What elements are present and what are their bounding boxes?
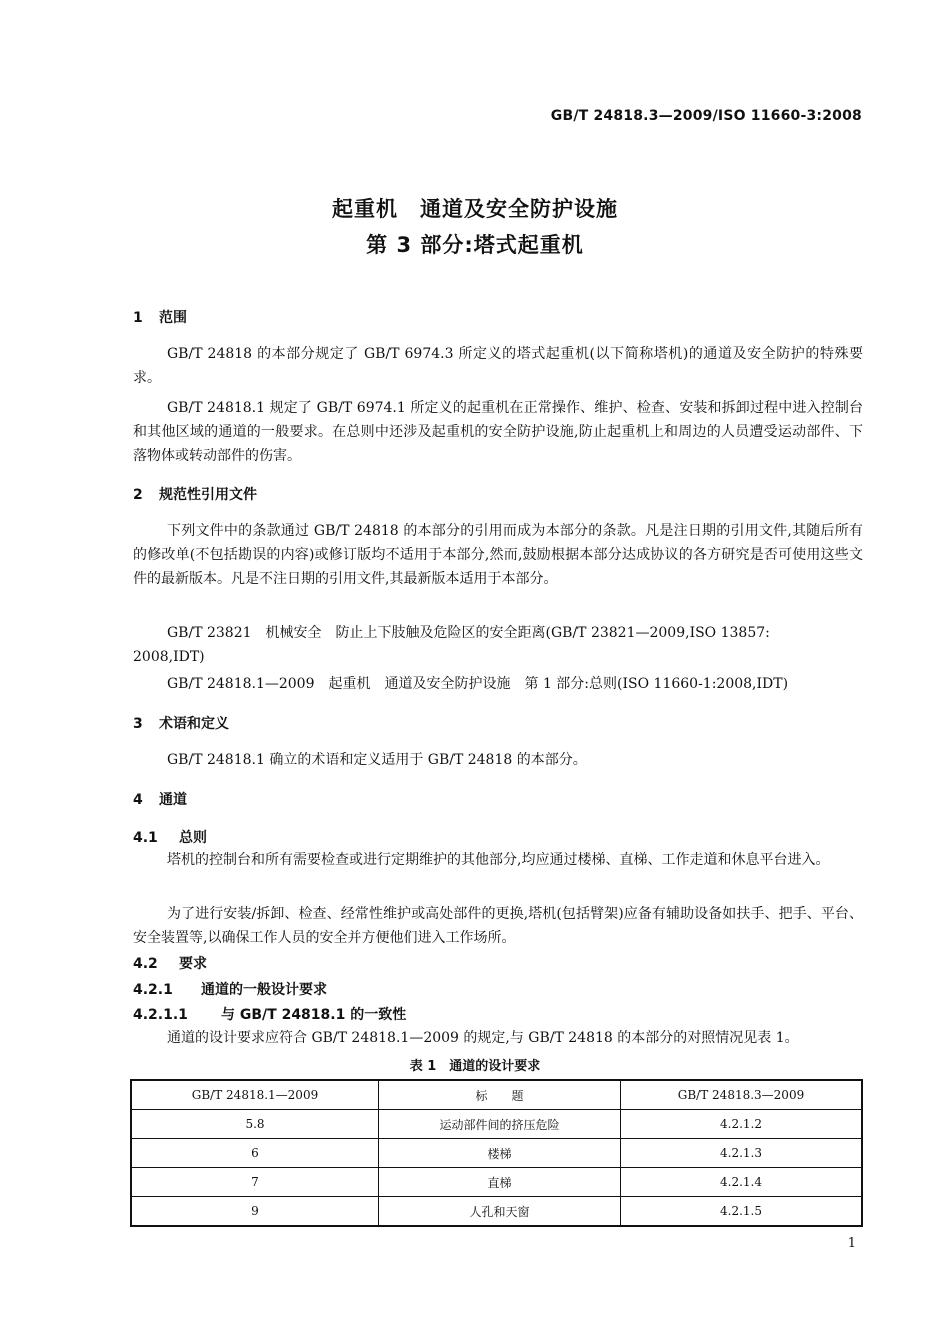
table-cell: 9 [131, 1197, 379, 1227]
section-4-1-heading [133, 827, 207, 847]
table-cell: 4.2.1.4 [621, 1168, 863, 1197]
section-1-heading [133, 307, 187, 327]
section-title: 规范性引用文件 [159, 487, 257, 503]
table-row [131, 1197, 862, 1227]
section-number: 4.1 [133, 830, 158, 846]
section-4-2-1-heading [133, 979, 327, 999]
table-cell: 4.2.1.2 [621, 1110, 863, 1139]
section-title: 术语和定义 [159, 716, 229, 732]
section-4-1-paragraph-2: 为了进行安装/拆卸、检查、经常性维护或高处部件的更换,塔机(包括臂架)应备有辅助设备如扶手、把手、平台、安全装置等,以确保工作人员的安全并方便他们进入工作场所。 [133, 906, 863, 946]
section-number: 3 [133, 716, 143, 732]
table-header-row [131, 1080, 862, 1110]
section-4-2-1-1-heading [133, 1004, 406, 1024]
section-number: 4.2.1.1 [133, 1007, 188, 1023]
table-header-cell: GB/T 24818.1—2009 [131, 1080, 379, 1110]
table-cell: 5.8 [131, 1110, 379, 1139]
section-number: 4.2 [133, 956, 158, 972]
table-cell: 直梯 [379, 1168, 621, 1197]
document-subtitle: 第 3 部分:塔式起重机 [366, 233, 584, 257]
table-cell: 4.2.1.3 [621, 1139, 863, 1168]
section-title: 通道 [159, 792, 187, 808]
section-2-heading [133, 484, 257, 504]
table-header-cell: 标 题 [379, 1080, 621, 1110]
section-number: 4 [133, 792, 143, 808]
table-row [131, 1139, 862, 1168]
table-cell: 6 [131, 1139, 379, 1168]
section-1-paragraph-2: GB/T 24818.1 规定了 GB/T 6974.1 所定义的起重机在正常操作、维护、检查、安装和拆卸过程中进入控制台和其他区域的通道的一般要求。在总则中还涉及起重机的安全防护设施,防止起重机上和周边的人员遭受运动部件、下落物体或转动部件的伤害。 [133, 400, 863, 464]
normative-reference-2: GB/T 24818.1—2009 起重机 通道及安全防护设施 第 1 部分:总则(ISO 11660-1:2008,IDT) [167, 676, 789, 692]
section-4-2-heading [133, 953, 207, 973]
table-row [131, 1110, 862, 1139]
table-cell: 运动部件间的挤压危险 [379, 1110, 621, 1139]
section-number: 4.2.1 [133, 982, 173, 998]
section-2-paragraph-1: 下列文件中的条款通过 GB/T 24818 的本部分的引用而成为本部分的条款。凡是注日期的引用文件,其随后所有的修改单(不包括勘误的内容)或修订版均不适用于本部分,然而,鼓励根据本部分达成协议的各方研究是否可使用这些文件的最新版本。凡是不注日期的引用文件,其最新版本适用于本部分。 [133, 523, 863, 587]
table-cell: 4.2.1.5 [621, 1197, 863, 1227]
section-number: 2 [133, 487, 143, 503]
table-cell: 7 [131, 1168, 379, 1197]
table-header-cell: GB/T 24818.3—2009 [621, 1080, 863, 1110]
page-number: 1 [847, 1236, 856, 1251]
table-caption: 表 1 通道的设计要求 [409, 1059, 541, 1074]
normative-reference-1-line-2: 2008,IDT) [133, 649, 205, 665]
section-4-heading [133, 789, 187, 809]
section-4-2-1-1-paragraph-1: 通道的设计要求应符合 GB/T 24818.1—2009 的规定,与 GB/T 24818 的本部分的对照情况见表 1。 [167, 1030, 799, 1046]
table-cell: 人孔和天窗 [379, 1197, 621, 1227]
section-title: 总则 [179, 830, 207, 846]
section-3-paragraph-1: GB/T 24818.1 确立的术语和定义适用于 GB/T 24818 的本部分。 [167, 752, 587, 768]
design-requirements-table [130, 1079, 863, 1227]
document-title: 起重机 通道及安全防护设施 [332, 197, 618, 221]
section-title: 通道的一般设计要求 [201, 982, 327, 998]
table-row [131, 1168, 862, 1197]
section-number: 1 [133, 310, 143, 326]
section-title: 与 GB/T 24818.1 的一致性 [221, 1007, 407, 1023]
normative-reference-1-line-1: GB/T 23821 机械安全 防止上下肢触及危险区的安全距离(GB/T 23821—2009,ISO 13857: [167, 625, 770, 641]
table-cell: 楼梯 [379, 1139, 621, 1168]
section-4-1-paragraph-1: 塔机的控制台和所有需要检查或进行定期维护的其他部分,均应通过楼梯、直梯、工作走道和休息平台进入。 [167, 852, 830, 868]
section-title: 范围 [159, 310, 187, 326]
standard-code: GB/T 24818.3—2009/ISO 11660-3:2008 [550, 108, 862, 124]
section-3-heading [133, 713, 229, 733]
section-title: 要求 [179, 956, 207, 972]
section-1-paragraph-1: GB/T 24818 的本部分规定了 GB/T 6974.3 所定义的塔式起重机(以下简称塔机)的通道及安全防护的特殊要求。 [133, 346, 863, 386]
